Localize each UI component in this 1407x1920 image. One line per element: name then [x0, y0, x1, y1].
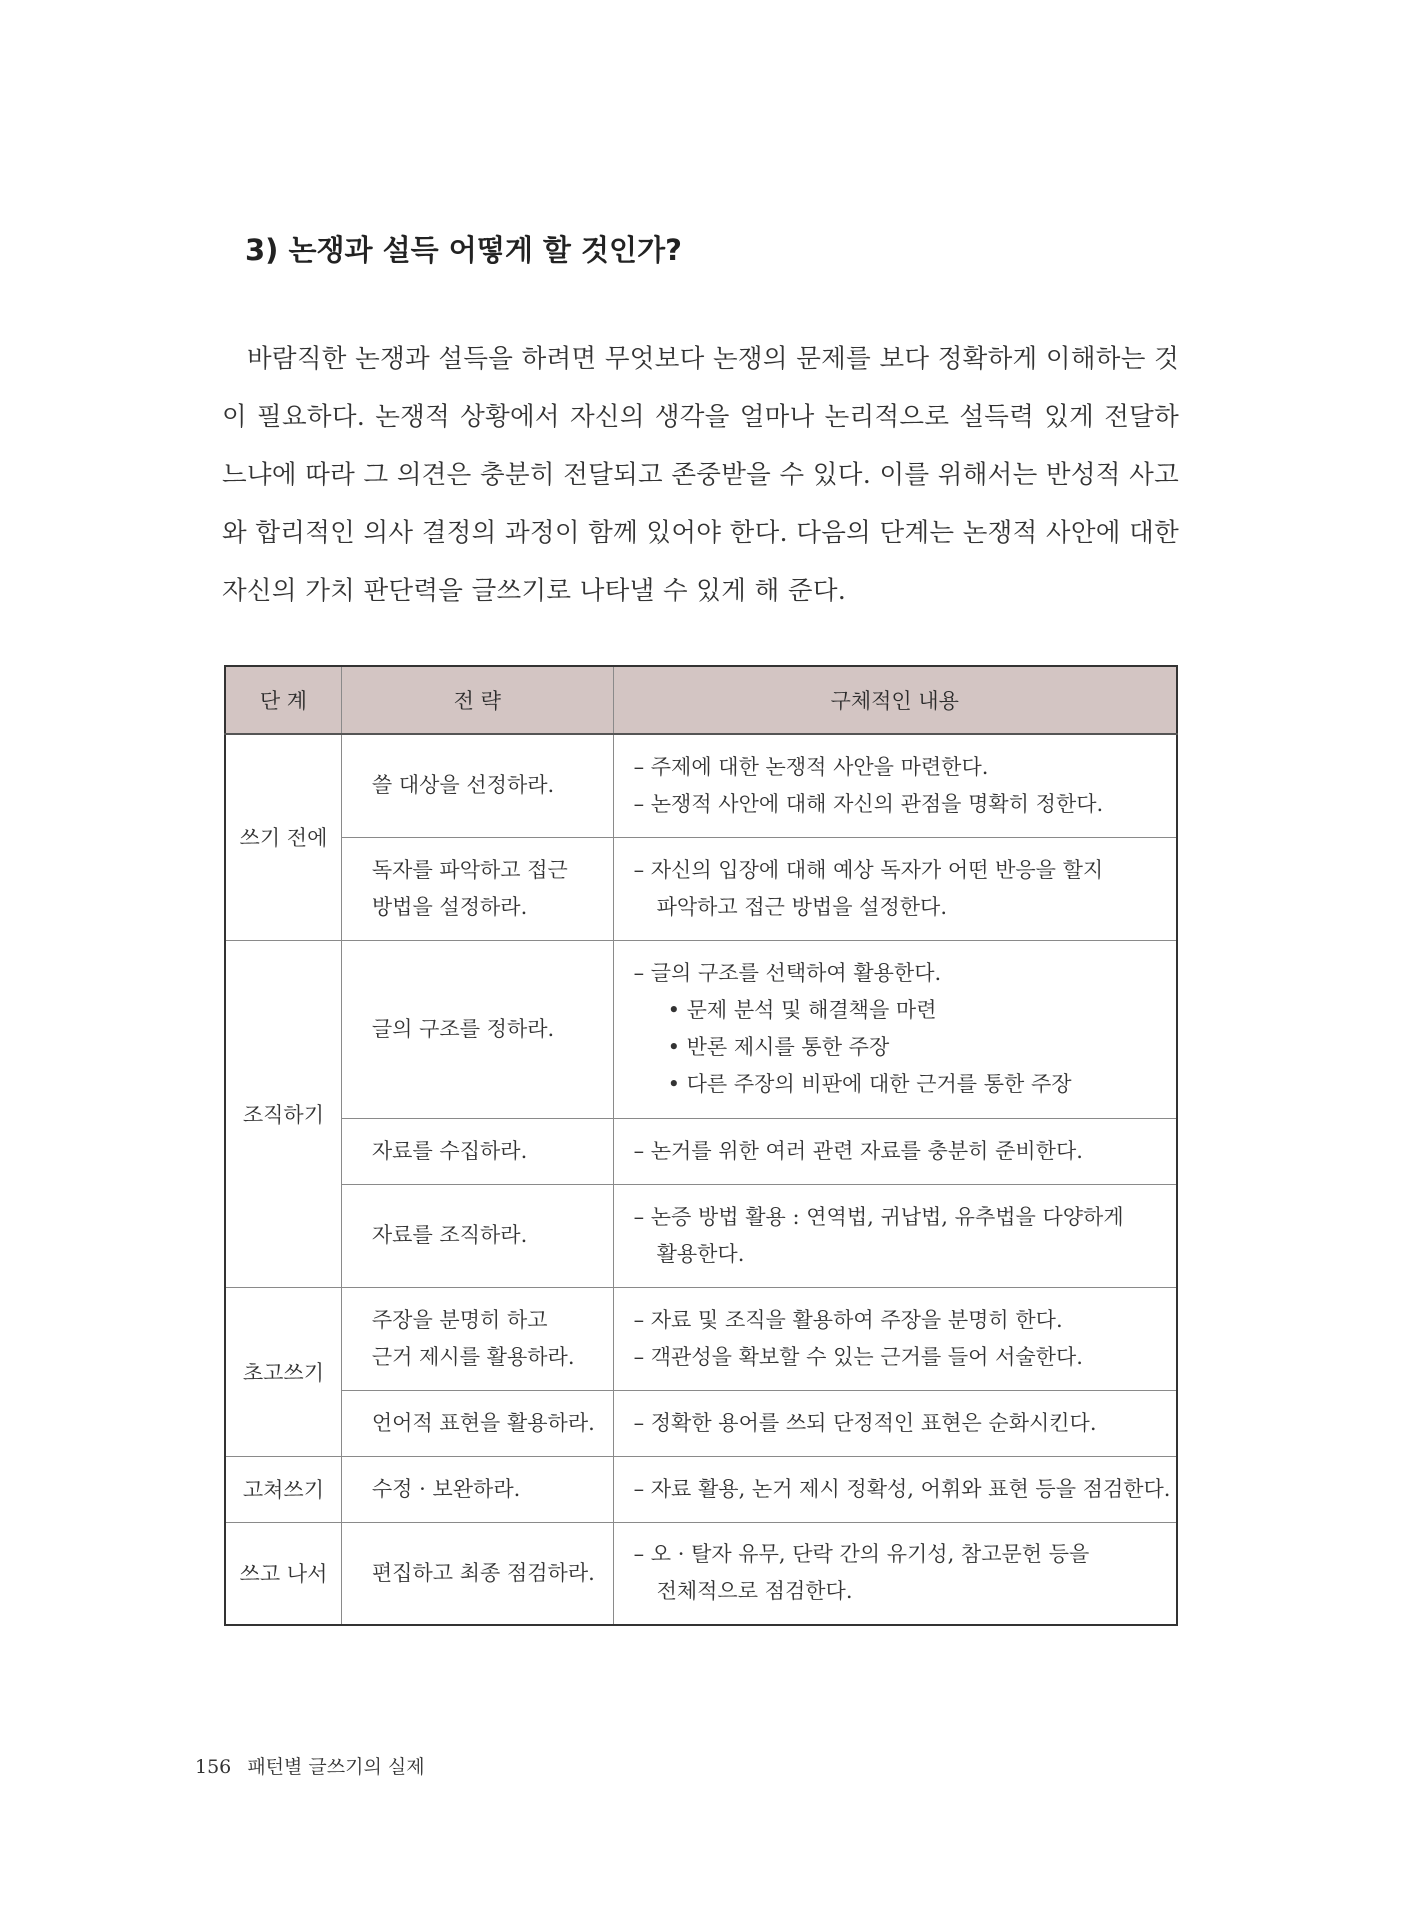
detail-text: – 오 · 탈자 유무, 단락 간의 유기성, 참고문헌 등을: [633, 1542, 1090, 1567]
detail-text: – 자료 활용, 논거 제시 정확성, 어휘와 표현 등을 점검한다.: [633, 1476, 1171, 1501]
table-row: [225, 940, 1177, 1118]
detail-text: – 글의 구조를 선택하여 활용한다.: [633, 961, 942, 985]
detail-text: 전체적으로 점검한다.: [656, 1579, 853, 1604]
strategy-text: 방법을 설정하라.: [371, 894, 528, 919]
strategy-cell: [341, 1522, 613, 1625]
page-number: 156: [195, 1756, 232, 1778]
section-heading: 3) 논쟁과 설득 어떻게 할 것인가?: [245, 233, 682, 267]
stage-cell: 초고쓰기: [225, 1287, 341, 1456]
detail-cell: [613, 940, 1177, 1118]
detail-cell: [613, 1118, 1177, 1184]
table-row: [225, 1184, 1177, 1287]
header-strategy: 전 략: [341, 666, 613, 734]
header-stage: 단 계: [225, 666, 341, 734]
strategy-text: 쓸 대상을 선정하라.: [371, 773, 555, 798]
table-row: [225, 1456, 1177, 1522]
table-row: [225, 1522, 1177, 1625]
strategy-cell: [341, 1390, 613, 1456]
detail-cell: [613, 1522, 1177, 1625]
detail-text: 활용한다.: [656, 1241, 745, 1266]
strategy-text: 근거 제시를 활용하라.: [371, 1344, 575, 1369]
strategy-cell: [341, 1287, 613, 1390]
detail-cell: [613, 1390, 1177, 1456]
strategy-text: 편집하고 최종 점검하라.: [371, 1560, 595, 1585]
detail-text: – 논거를 위한 여러 관련 자료를 충분히 준비한다.: [633, 1138, 1083, 1163]
header-details: 구체적인 내용: [613, 666, 1177, 734]
strategy-cell: [341, 1456, 613, 1522]
stage-cell: 쓰고 나서: [225, 1522, 341, 1625]
writing-stages-table: [224, 665, 1178, 1626]
strategy-text: 글의 구조를 정하라.: [371, 1016, 555, 1041]
detail-text: – 논쟁적 사안에 대해 자신의 관점을 명확히 정한다.: [633, 791, 1104, 816]
strategy-cell: [341, 1184, 613, 1287]
detail-text: – 자신의 입장에 대해 예상 독자가 어떤 반응을 할지: [633, 857, 1104, 882]
strategy-text: 독자를 파악하고 접근: [371, 857, 568, 882]
strategy-text: 언어적 표현을 활용하라.: [371, 1410, 595, 1435]
strategy-text: 자료를 조직하라.: [371, 1223, 528, 1247]
stage-cell: 조직하기: [225, 940, 341, 1287]
strategy-cell: [341, 734, 613, 837]
stage-cell: 고쳐쓰기: [225, 1456, 341, 1522]
strategy-cell: [341, 1118, 613, 1184]
table-row: [225, 837, 1177, 940]
detail-cell: [613, 837, 1177, 940]
detail-bullet: • 다른 주장의 비판에 대한 근거를 통한 주장: [667, 1072, 1072, 1096]
table-row: [225, 1118, 1177, 1184]
strategy-text: 자료를 수집하라.: [371, 1138, 528, 1163]
detail-bullet: • 반론 제시를 통한 주장: [667, 1035, 890, 1059]
strategy-cell: [341, 940, 613, 1118]
stage-cell: 쓰기 전에: [225, 734, 341, 940]
detail-text: – 자료 및 조직을 활용하여 주장을 분명히 한다.: [633, 1307, 1063, 1332]
detail-text: – 주제에 대한 논쟁적 사안을 마련한다.: [633, 754, 989, 779]
strategy-text: 주장을 분명히 하고: [371, 1307, 548, 1332]
strategy-cell: [341, 837, 613, 940]
detail-cell: [613, 734, 1177, 837]
detail-text: – 정확한 용어를 쓰되 단정적인 표현은 순화시킨다.: [633, 1410, 1097, 1435]
detail-text: 파악하고 접근 방법을 설정한다.: [656, 894, 947, 919]
detail-cell: [613, 1456, 1177, 1522]
running-title: 패턴별 글쓰기의 실제: [247, 1756, 425, 1778]
table-header-row: [225, 666, 1177, 734]
detail-bullet: • 문제 분석 및 해결책을 마련: [667, 998, 937, 1022]
table-row: [225, 1287, 1177, 1390]
detail-cell: [613, 1287, 1177, 1390]
table-row: [225, 1390, 1177, 1456]
intro-paragraph: 바람직한 논쟁과 설득을 하려면 무엇보다 논쟁의 문제를 보다 정확하게 이해하는 것이 필요하다. 논쟁적 상황에서 자신의 생각을 얼마나 논리적으로 설득력 있게 전달하느냐에 따라 그 의견은 충분히 전달되고 존중받을 수 있다. 이를 위해서는 반성적 사고와 합리적인 의사 결정의 과정이 함께 있어야 한다. 다음의 단계는 논쟁적 사안에 대한 자신의 가치 판단력을 글쓰기로 나타낼 수 있게 해 준다.: [222, 344, 1179, 606]
detail-text: – 객관성을 확보할 수 있는 근거를 들어 서술한다.: [633, 1344, 1083, 1369]
detail-cell: [613, 1184, 1177, 1287]
page-footer: [195, 1752, 425, 1779]
strategy-text: 수정 · 보완하라.: [371, 1476, 521, 1501]
detail-text: – 논증 방법 활용 : 연역법, 귀납법, 유추법을 다양하게: [633, 1204, 1124, 1229]
table-row: [225, 734, 1177, 837]
